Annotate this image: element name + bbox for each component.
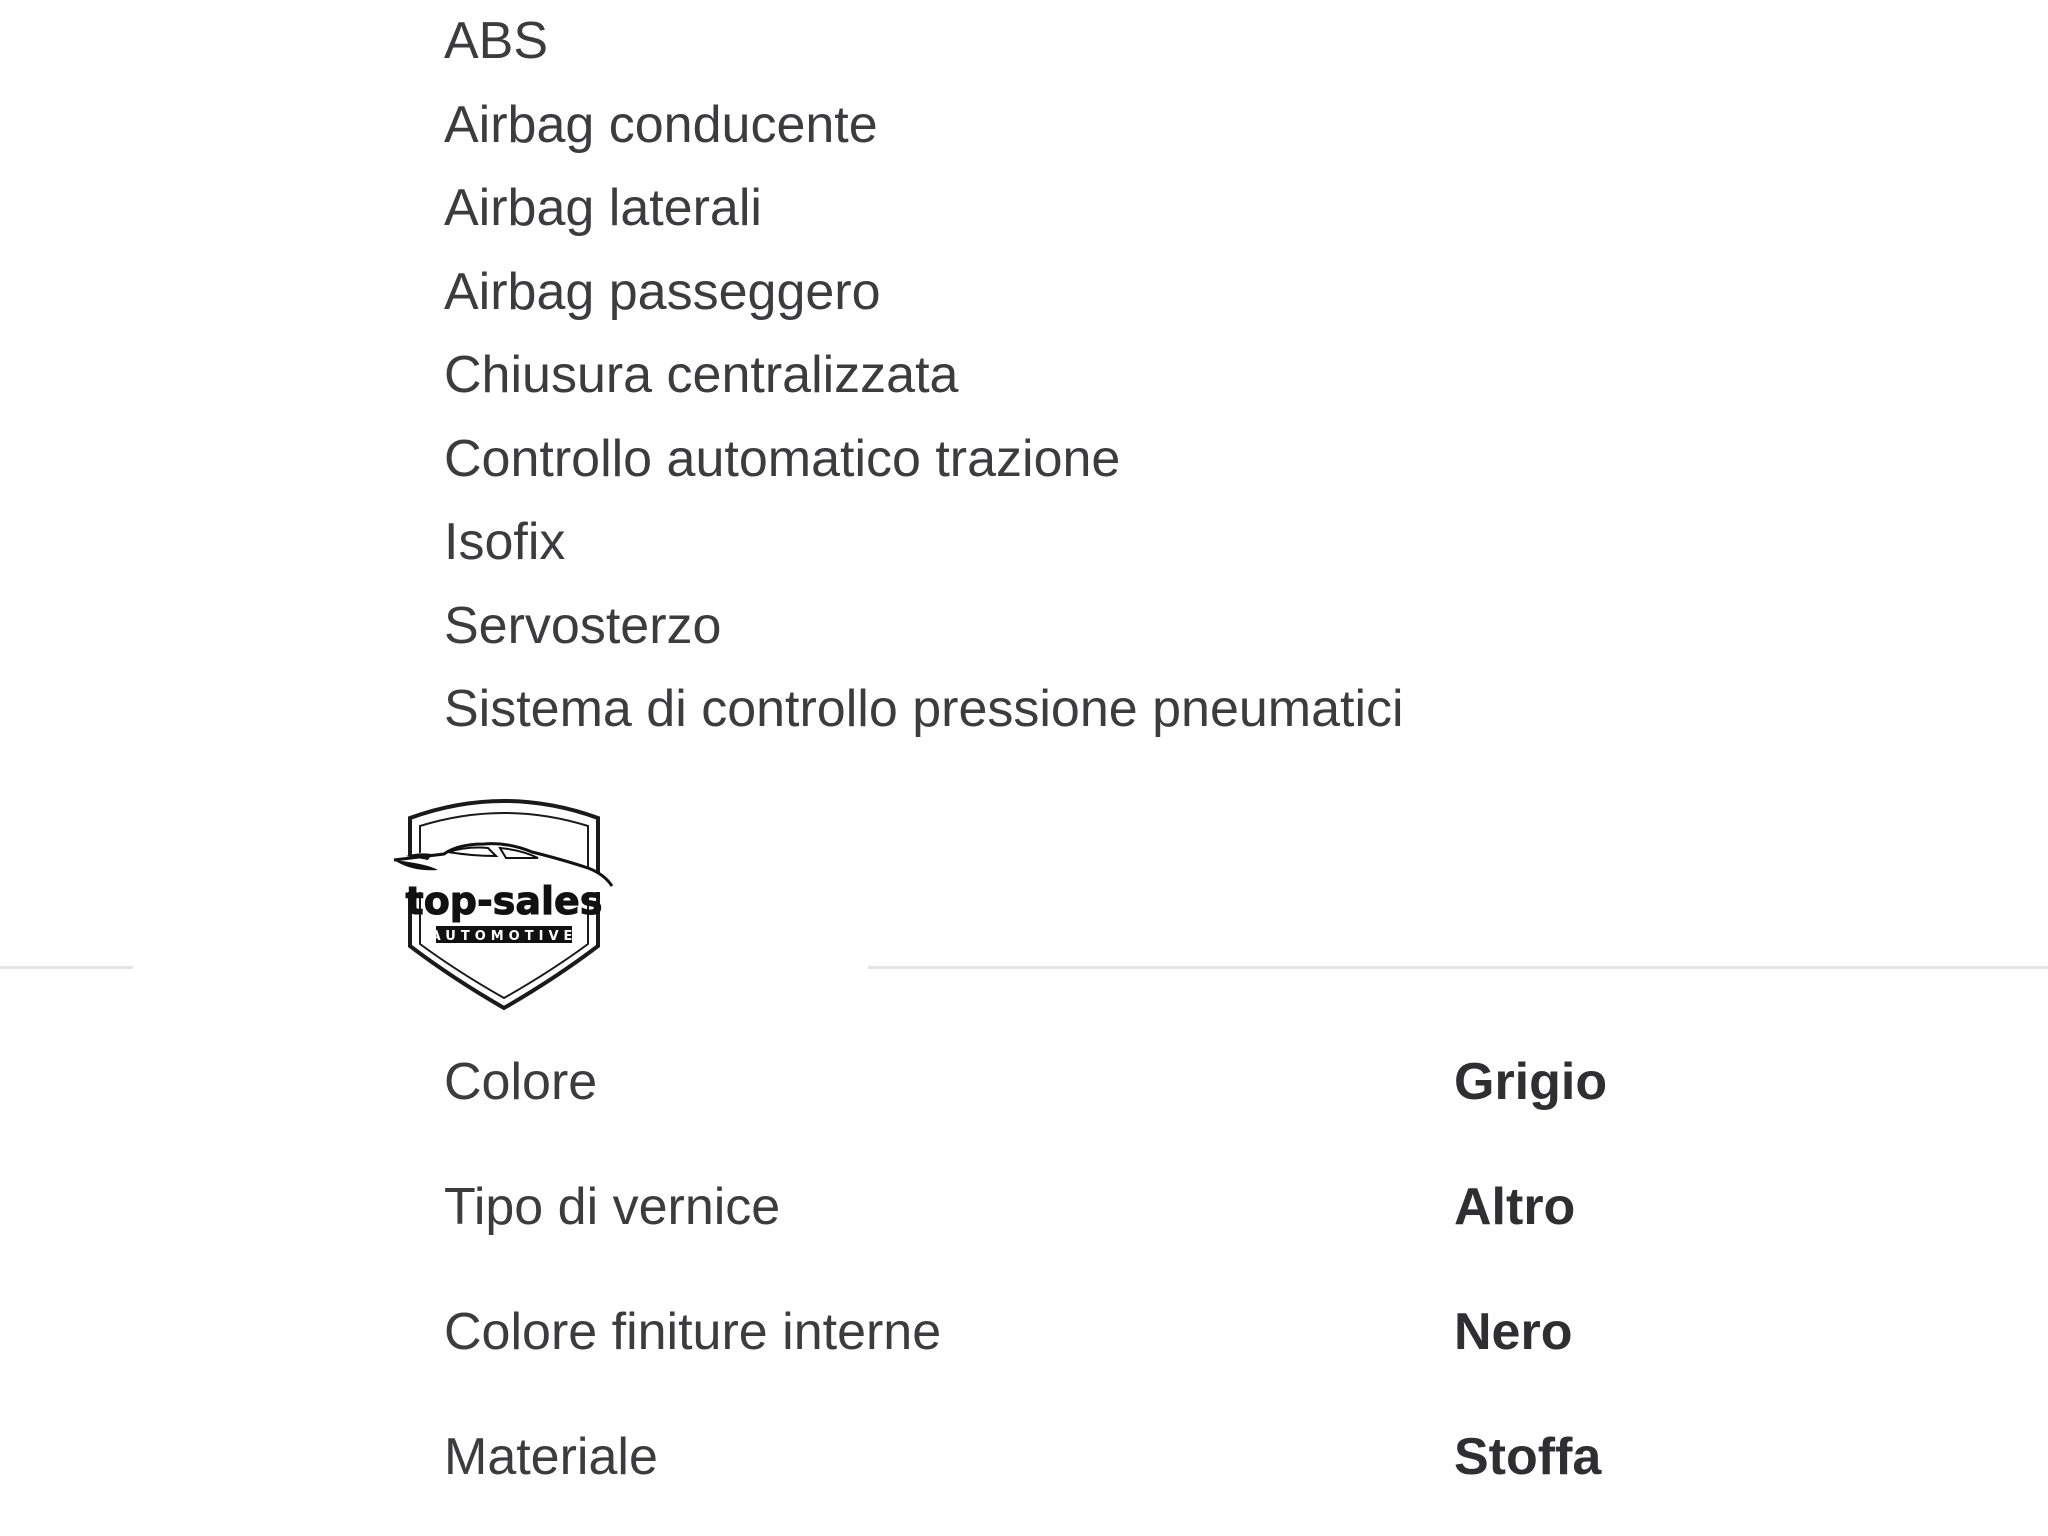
feature-item: Sistema di controllo pressione pneumatici — [444, 680, 1404, 738]
detail-value: Stoffa — [1454, 1428, 1602, 1486]
features-list — [444, 0, 1404, 752]
shield-car-logo-icon — [388, 796, 620, 1012]
detail-label: Colore finiture interne — [444, 1303, 942, 1361]
feature-item: Airbag laterali — [444, 179, 762, 237]
dealer-logo — [388, 796, 620, 1012]
feature-item: Chiusura centralizzata — [444, 346, 959, 404]
detail-row — [0, 1403, 2048, 1528]
feature-item: Airbag passeggero — [444, 262, 881, 321]
section-divider-right — [868, 966, 2048, 969]
feature-item: ABS — [444, 12, 549, 70]
vehicle-details — [0, 1028, 2048, 1528]
svg-text:top-sales: top-sales — [405, 879, 603, 923]
detail-row — [0, 1153, 2048, 1278]
feature-item: Controllo automatico trazione — [444, 429, 1121, 488]
detail-value: Grigio — [1454, 1053, 1608, 1111]
feature-item: Airbag conducente — [444, 95, 878, 154]
detail-value: Altro — [1454, 1178, 1576, 1236]
section-divider-left — [0, 966, 133, 969]
detail-label: Colore — [444, 1053, 598, 1111]
detail-label: Tipo di vernice — [444, 1178, 781, 1236]
detail-label: Materiale — [444, 1428, 658, 1486]
svg-text:AUTOMOTIVE: AUTOMOTIVE — [430, 929, 578, 944]
detail-value: Nero — [1454, 1303, 1573, 1361]
feature-item: Servosterzo — [444, 596, 722, 655]
detail-row — [0, 1028, 2048, 1153]
detail-row — [0, 1278, 2048, 1403]
feature-item: Isofix — [444, 513, 566, 571]
